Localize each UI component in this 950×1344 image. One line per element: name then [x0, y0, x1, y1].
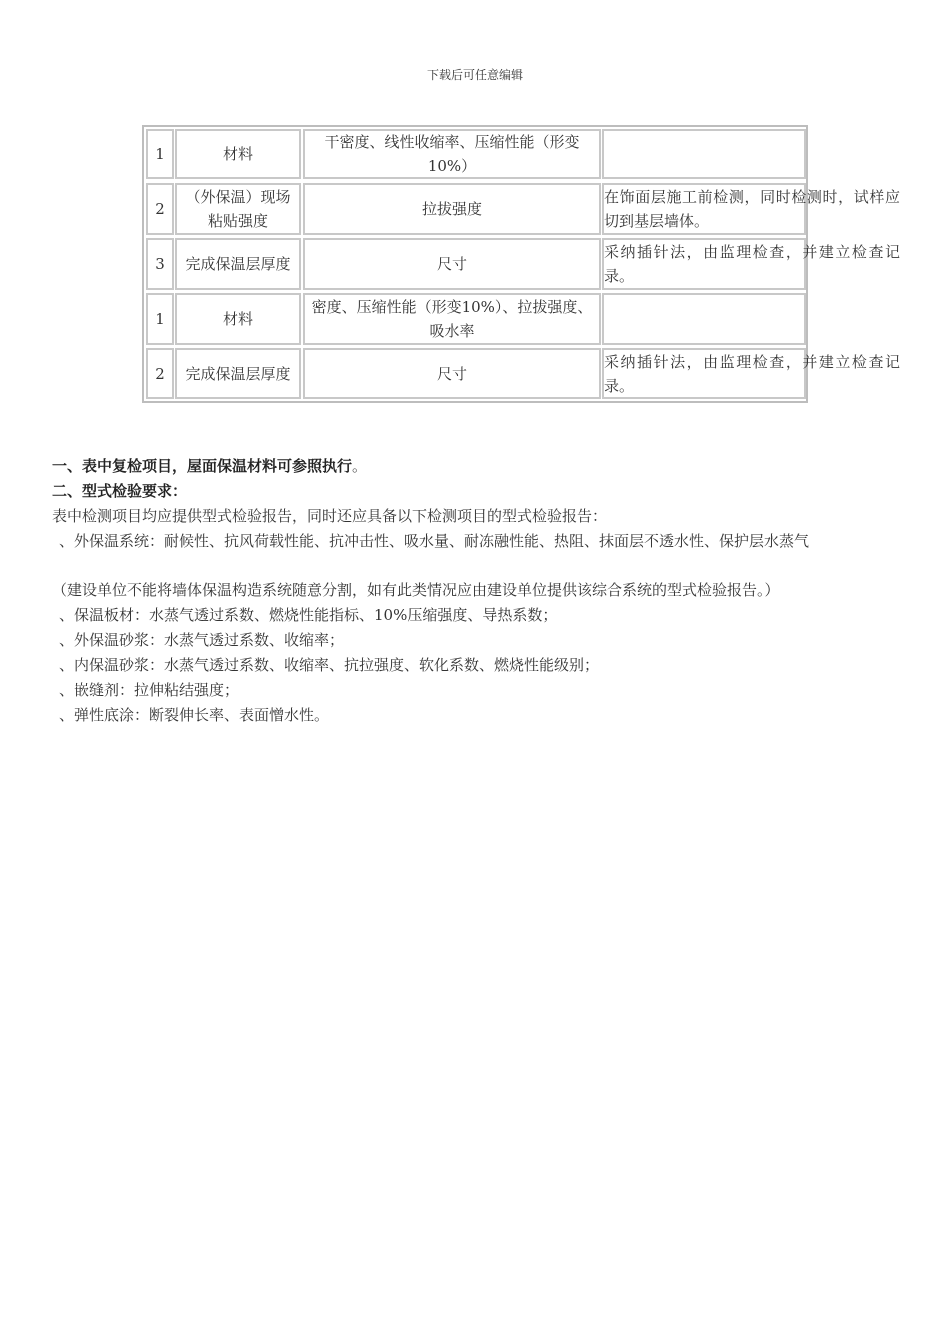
table-cell-num: 2	[146, 348, 174, 399]
heading-1-tail: 。	[352, 457, 368, 475]
table-cell-param: 尺寸	[303, 348, 601, 399]
table-cell-num: 2	[146, 183, 174, 235]
table-cell-param: 干密度、线性收缩率、压缩性能（形变10%）	[303, 129, 601, 179]
table-cell-param: 密度、压缩性能（形变10%）、拉拔强度、吸水率	[303, 293, 601, 345]
heading-1	[52, 454, 367, 478]
table-cell-param: 拉拔强度	[303, 183, 601, 235]
list-item: 、弹性底涂：断裂伸长率、表面憎水性。	[59, 706, 330, 724]
table-cell-item: 材料	[175, 129, 301, 179]
table-cell-note: 采纳插针法，由监理检查，并建立检查记录。	[602, 238, 806, 290]
table-cell-item: 材料	[175, 293, 301, 345]
table-cell-num: 1	[146, 129, 174, 179]
table-cell-num: 1	[146, 293, 174, 345]
table-cell-note	[602, 293, 806, 345]
list-item: 、外保温砂浆：水蒸气透过系数、收缩率；	[59, 631, 345, 649]
intro-paragraph: 表中检测项目均应提供型式检验报告，同时还应具备以下检测项目的型式检验报告：	[52, 507, 608, 525]
heading-2: 二、型式检验要求：	[52, 482, 188, 500]
table-cell-note: 在饰面层施工前检测，同时检测时，试样应切到基层墙体。	[602, 183, 806, 235]
table-cell-item: 完成保温层厚度	[175, 348, 301, 399]
inspection-table	[142, 125, 900, 403]
note-paragraph: （建设单位不能将墙体保温构造系统随意分割，如有此类情况应由建设单位提供该综合系统的型式检验报告。）	[52, 581, 780, 599]
table-cell-note: 采纳插针法，由监理检查，并建立检查记录。	[602, 348, 806, 399]
list-item: 、保温板材：水蒸气透过系数、燃烧性能指标、10%压缩强度、导热系数；	[59, 606, 558, 624]
list-item: 、外保温系统：耐候性、抗风荷载性能、抗冲击性、吸水量、耐冻融性能、热阻、抹面层不透水性、保护层水蒸气	[59, 532, 810, 550]
list-item: 、内保温砂浆：水蒸气透过系数、收缩率、抗拉强度、软化系数、燃烧性能级别；	[59, 656, 600, 674]
list-item: 、嵌缝剂：拉伸粘结强度；	[59, 681, 240, 699]
table-cell-item: 完成保温层厚度	[175, 238, 301, 290]
table-cell-item: （外保温）现场粘贴强度	[175, 183, 301, 235]
table-cell-num: 3	[146, 238, 174, 290]
heading-1-bold: 一、表中复检项目，屋面保温材料可参照执行	[52, 457, 353, 475]
page-header: 下载后可任意编辑	[426, 68, 523, 82]
table-cell-param: 尺寸	[303, 238, 601, 290]
table-cell-note	[602, 129, 806, 179]
